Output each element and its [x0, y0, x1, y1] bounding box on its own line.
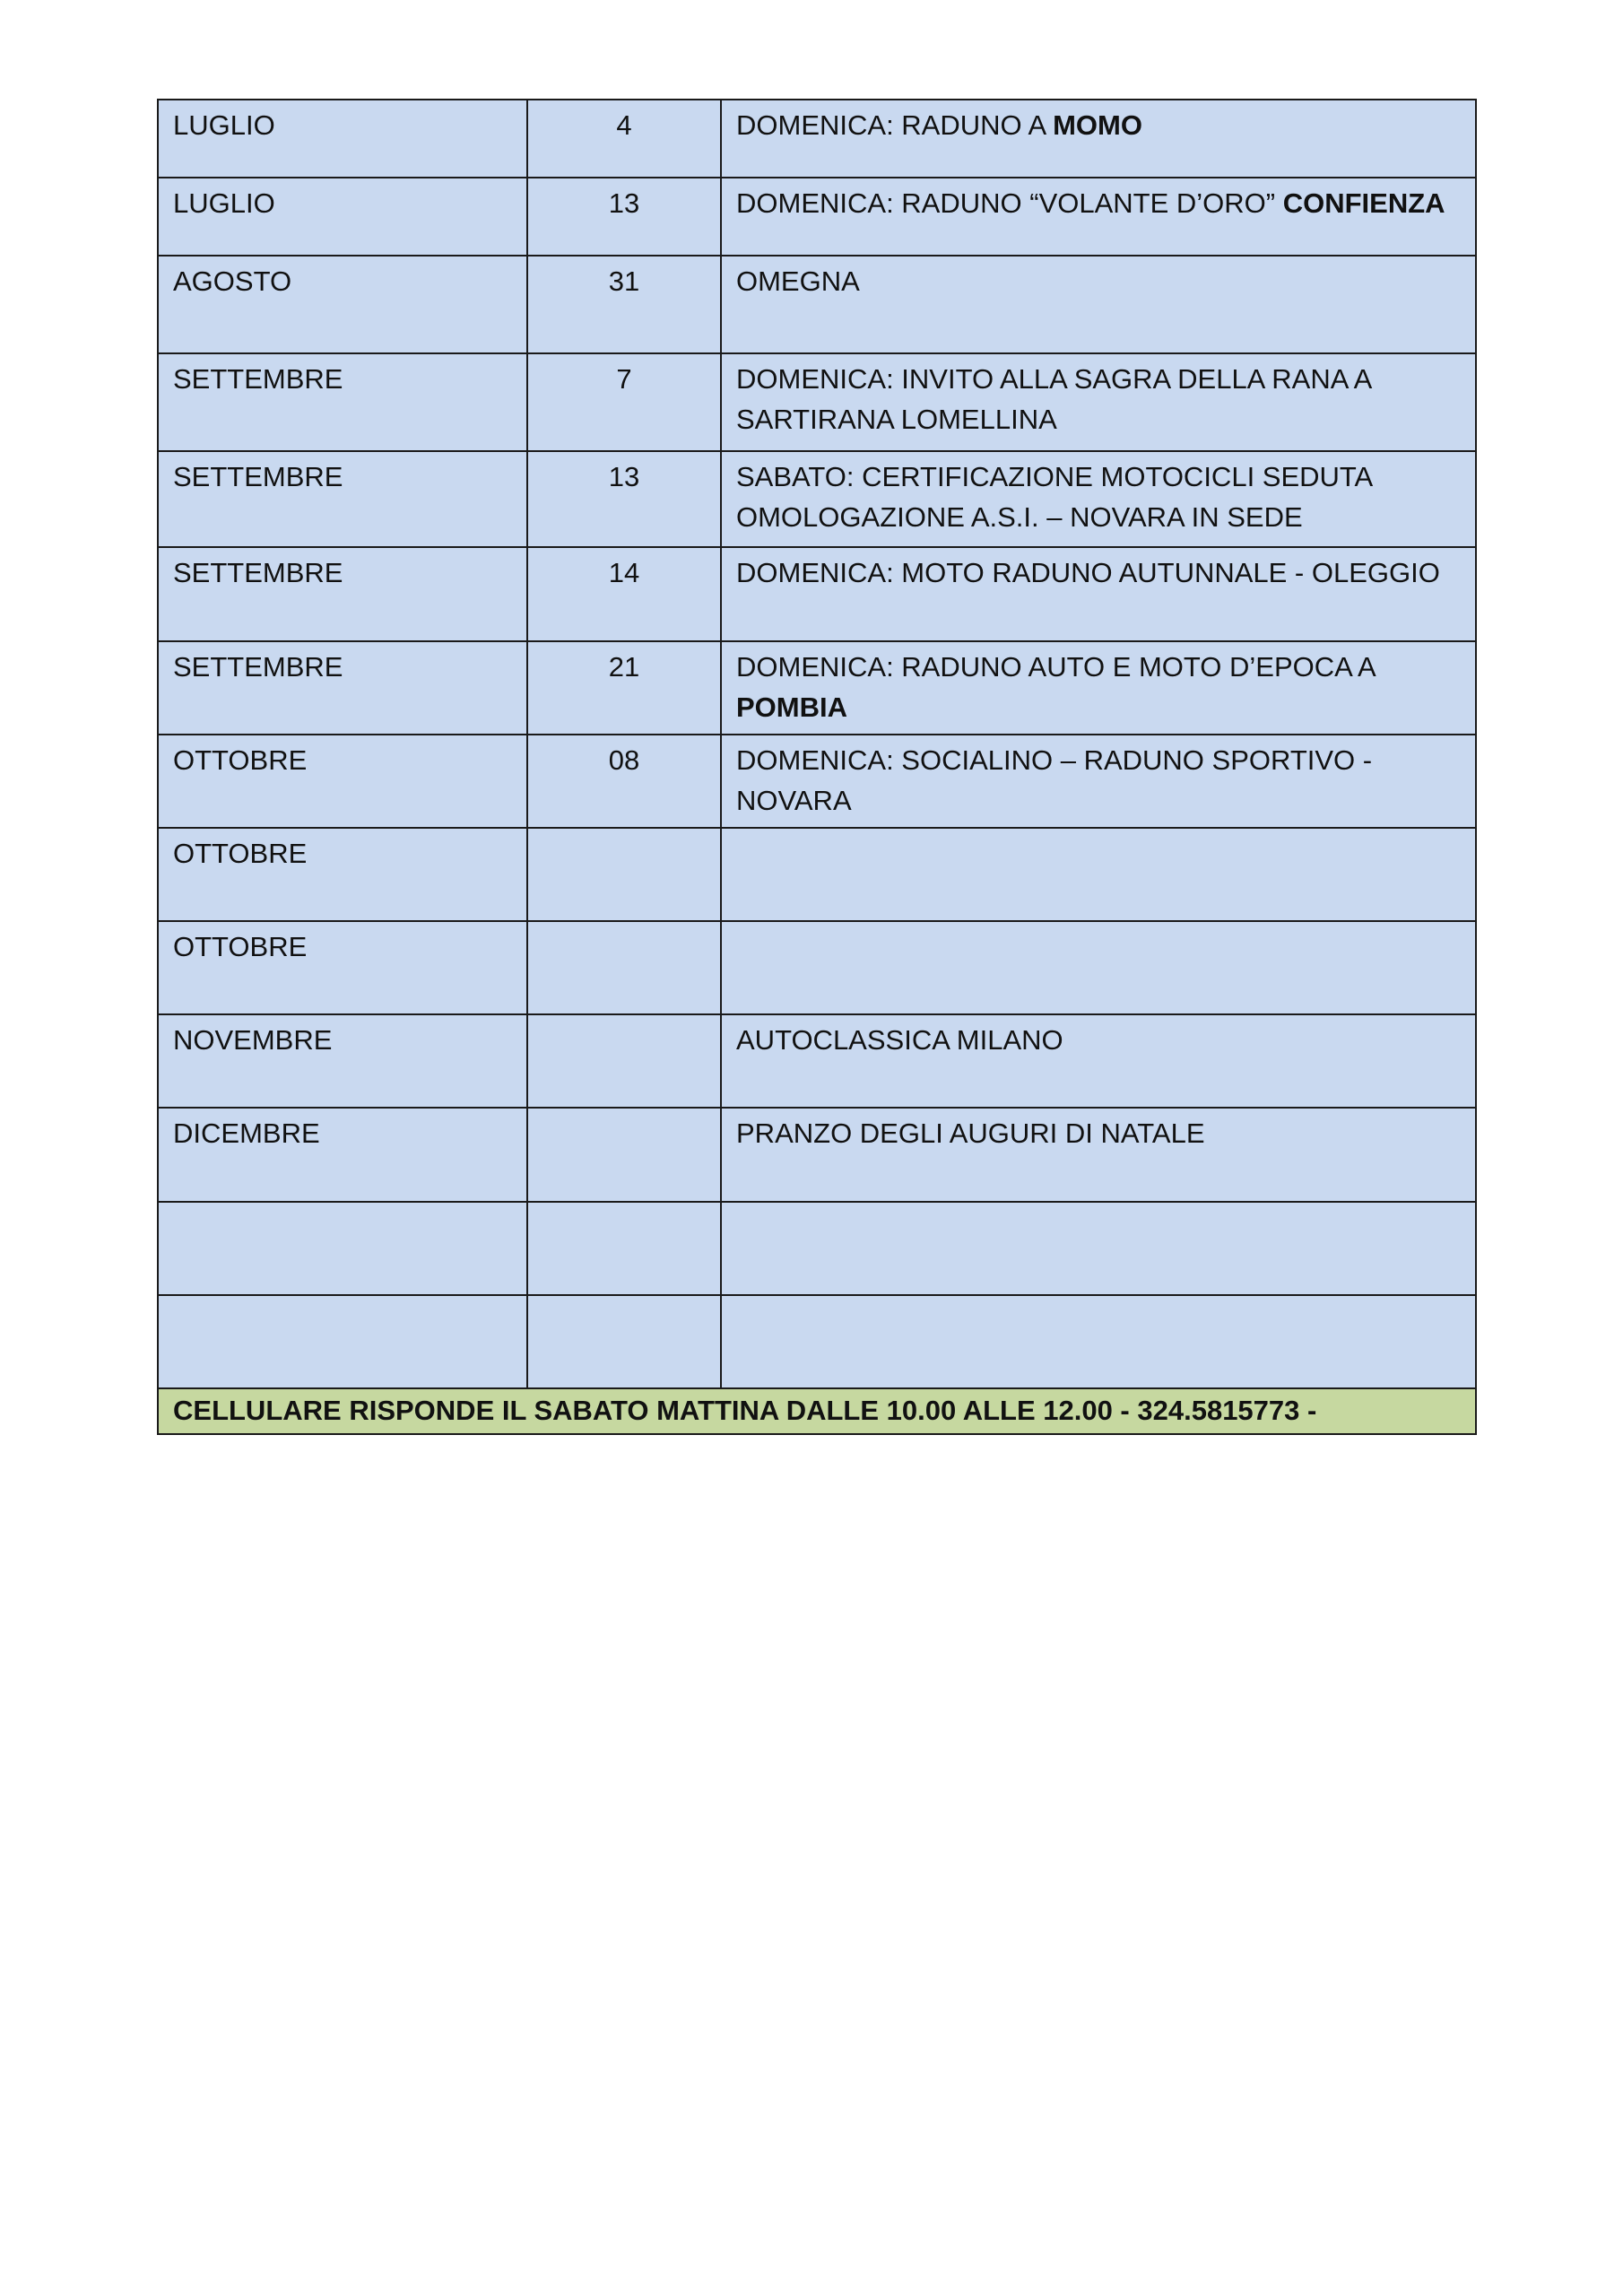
month-cell: OTTOBRE [158, 921, 527, 1014]
event-cell [721, 735, 1476, 828]
month-cell: AGOSTO [158, 256, 527, 353]
day-cell: 14 [527, 547, 721, 641]
event-text: DOMENICA: RADUNO A [736, 109, 1054, 141]
event-cell [721, 1014, 1476, 1108]
event-place: MOMO [1053, 109, 1142, 141]
event-cell [721, 547, 1476, 641]
month-cell [158, 1202, 527, 1295]
event-cell [721, 451, 1476, 547]
table-row [158, 178, 1476, 256]
day-cell: 4 [527, 100, 721, 178]
event-text: DOMENICA: SOCIALINO – RADUNO SPORTIVO - NOVARA [736, 744, 1373, 816]
day-cell: 7 [527, 353, 721, 451]
table-row [158, 921, 1476, 1014]
event-text: PRANZO DEGLI AUGURI DI NATALE [736, 1118, 1205, 1149]
event-cell [721, 921, 1476, 1014]
month-cell: OTTOBRE [158, 735, 527, 828]
event-text: DOMENICA: INVITO ALLA SAGRA DELLA RANA A SARTIRANA LOMELLINA [736, 363, 1373, 435]
day-cell [527, 921, 721, 1014]
event-cell [721, 256, 1476, 353]
day-cell: 31 [527, 256, 721, 353]
table-row [158, 1202, 1476, 1295]
day-cell [527, 1108, 721, 1202]
table-row [158, 353, 1476, 451]
event-text: DOMENICA: MOTO RADUNO AUTUNNALE - OLEGGIO [736, 557, 1440, 588]
table-row [158, 828, 1476, 921]
month-cell [158, 1295, 527, 1388]
table-row [158, 256, 1476, 353]
table-row [158, 1014, 1476, 1108]
day-cell [527, 828, 721, 921]
event-cell [721, 353, 1476, 451]
event-place: CONFIENZA [1282, 187, 1445, 219]
event-cell [721, 100, 1476, 178]
event-text: SABATO: CERTIFICAZIONE MOTOCICLI SEDUTA OMOLOGAZIONE A.S.I. – NOVARA IN SEDE [736, 461, 1374, 533]
table-row [158, 451, 1476, 547]
event-text: DOMENICA: RADUNO AUTO E MOTO D’EPOCA A [736, 651, 1376, 683]
event-text: DOMENICA: RADUNO “VOLANTE D’ORO” [736, 187, 1283, 219]
event-cell [721, 1202, 1476, 1295]
table-row [158, 1295, 1476, 1388]
event-cell [721, 1295, 1476, 1388]
day-cell: 13 [527, 451, 721, 547]
events-table [157, 99, 1477, 1435]
day-cell [527, 1202, 721, 1295]
table-row [158, 1108, 1476, 1202]
phone-info: CELLULARE RISPONDE IL SABATO MATTINA DALLE 10.00 ALLE 12.00 - 324.5815773 - [158, 1388, 1476, 1434]
month-cell: NOVEMBRE [158, 1014, 527, 1108]
footer-row [158, 1388, 1476, 1434]
event-place: POMBIA [736, 691, 847, 723]
event-cell [721, 178, 1476, 256]
table-row [158, 735, 1476, 828]
day-cell: 08 [527, 735, 721, 828]
month-cell: SETTEMBRE [158, 353, 527, 451]
month-cell: OTTOBRE [158, 828, 527, 921]
event-cell [721, 641, 1476, 735]
month-cell: DICEMBRE [158, 1108, 527, 1202]
month-cell: SETTEMBRE [158, 547, 527, 641]
day-cell: 21 [527, 641, 721, 735]
month-cell: SETTEMBRE [158, 641, 527, 735]
event-cell [721, 828, 1476, 921]
event-text: OMEGNA [736, 265, 860, 297]
event-cell [721, 1108, 1476, 1202]
day-cell [527, 1295, 721, 1388]
table-row [158, 100, 1476, 178]
month-cell: SETTEMBRE [158, 451, 527, 547]
month-cell: LUGLIO [158, 100, 527, 178]
table-row [158, 641, 1476, 735]
month-cell: LUGLIO [158, 178, 527, 256]
event-text: AUTOCLASSICA MILANO [736, 1024, 1063, 1056]
day-cell: 13 [527, 178, 721, 256]
table-row [158, 547, 1476, 641]
day-cell [527, 1014, 721, 1108]
